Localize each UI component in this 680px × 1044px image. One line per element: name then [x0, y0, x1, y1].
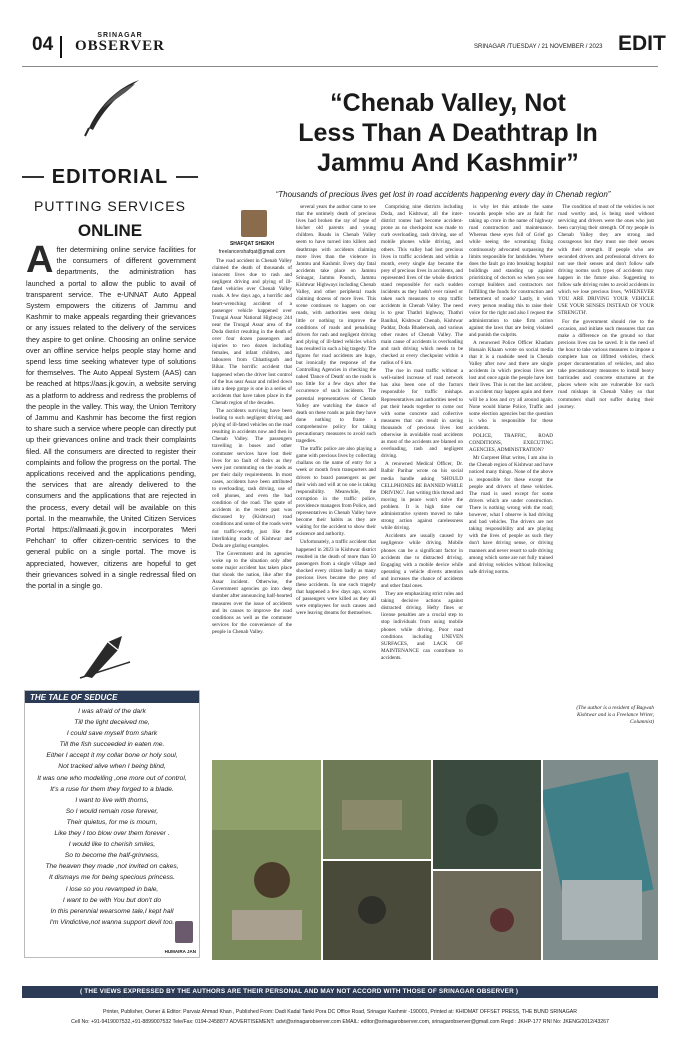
article-column-1	[212, 258, 292, 758]
article-paragraph: The traffic police are also playing a game with precious lives by collecting challans on the name of entry for a week or month from transporters and drivers to board passengers as per their wish and will at no one is taking responsibility. Meanwhile, the corruption in the traffic police, providence managers from Police, and representatives in Chenab Valley have become their habits as they are waiting for the accident to show their existence and authority.	[296, 446, 376, 538]
quill-pen-icon	[77, 78, 147, 138]
author-note: (The author is a resident of Bagwah Kishtwar and is a Freelance Writer, Columnist)	[576, 705, 654, 725]
article-paragraph: The rise in road traffic without a well-suited increase of road network has also been one of the factors responsible for traffic mishaps. Representatives and authorities need to put their heads together to come out with some concrete and collective measures that can result in saving thousands of precious lives lost otherwise in avoidable road accidents as most of the accidents are blamed on overloading, rash and negligent driving.	[381, 368, 463, 460]
article-paragraph: several years the author came to see that the untimely death of precious lives had broken the ray of hope of his/her old parents and young children. Roads in Chenab Valley seem to have turned into killers and deathtraps with accidents claiming more lives than the violence in Jammu and Kashmir. Every day fatal accidents take place on Jammu Srinagar, Jammu Poonch, Jammu Kishtwar Highways including Chenab Valley, and other peripheral roads claiming dozens of more lives. This scene continues to happen on our roads, with authorities seen doing little or nothing to improve the conditions of roads and penalising drivers for rash and negligent driving and plying of ill-fated vehicles which has resulted in such a big tragedy. The figures for road accidents are huge, but ironically the response of the Controlling Agencies in checking the naked 'Dance of Death' on the roads is too little for a few days after the occurrence of such incidents. The potential representatives of Chenab Valley are watching the dance of death on these roads as pain they have done nothing to frame a comprehensive policy for taking precautionary measures to avoid such tragedies.	[296, 204, 376, 445]
photo-collage-graphic	[212, 760, 658, 960]
headline-line: Jammu And Kashmir”	[317, 149, 579, 177]
fountain-pen-icon	[78, 632, 134, 680]
drop-cap: A	[26, 239, 54, 281]
poem-line: I would like to cherish smiles,	[68, 841, 156, 849]
author-photo	[241, 210, 267, 237]
article-paragraph: The road accident in Chenab Valley claimed the death of thousands of innocent lives due to rash and negligent driving and plying of ill-fated vehicles over Chenab Valley roads. A few days ago, a horrific and heart-wrenching accident of a passenger vehicle happened over Trungal Assar National Highway 244 near the Trungal Assar area of the Doda district resulting in the death of over four dozen passengers and injuries to two dozen including females, and infant children, and labourers from Chhattisgarh and Bihar. The horrific accident that happened when the driver lost control of the bus near Assar and rolled down into a deep gorge is one in a series of accidents that have taken place in the Chenab region of the decades.	[212, 258, 292, 406]
author-email[interactable]: freelancershafqat@gmail.com	[218, 249, 286, 255]
article-paragraph: is why let this attitude the same towards people who are at fault for taking up crore in the name of highway road construction and maintenance. Whereas these eyes full of Grief go while seeing the screaming fixing continuously advocated surpassing the limits responsible for landslides. Where does the fault go into breaking hospital buildings and standing up against prioritizing of doctors so when you see corrupt builders and contractors not fulfilling the funds for construction and betterment of roads? Lastly, it wish every person reading this to raise their voice for the right and also I request the administration to take firm action against the laws that are being violated and punish the culprits.	[469, 204, 553, 338]
editorial-subtitle: PUTTING SERVICES	[34, 198, 186, 214]
article-paragraph: The accidents surviving have been leading to such negligent driving and plying of ill-fated vehicles on the road resulting in accidents now and then in Chenab Valley. The passengers travelling in buses and other commuter services have lost their lives for no fault of theirs as they were just commuting on the roads as per their daily requirements. In most cases, accidents have been attributed to overloading, rash driving, use of cell phones, and even the bad condition of the road. The spate of accidents in the recent past was discussed by (Kishtwar) road conditions and some of the roads were not traffic-worthy, just like the interlinking roads of Kishtwar and Doda are glaring examples.	[212, 407, 292, 549]
masthead-top: SRINAGAR	[97, 32, 143, 39]
article-column-4	[469, 204, 553, 758]
disclaimer-banner: ( THE VIEWS EXPRESSED BY THE AUTHORS ARE THEIR PERSONAL AND MAY NOT ACCORD WITH THOSE OF SRINAGAR OBSERVER )	[22, 986, 658, 998]
poet-photo	[175, 921, 193, 943]
poem-line: It dismays me for being specious princess.	[48, 874, 175, 882]
article-paragraph: Mr Gurpreet Bhat writes, I am also in the Chenab region of Kishtwar and have noticed many things. None of the above is responsible for these except the people and drivers of these vehicles. The road is used except for some drivers which are under construction. There is nothing wrong with the road; however, what I observe is bad driving and bad vehicles. The drivers are not taking responsibility and are playing with the lives of people as such they don't have driving sense, or driving manners and never resort to safe driving among which some are not fully trained and driving vehicles without following safe driving norms.	[469, 455, 553, 575]
poem-line: Like they I too blow over them forever .	[54, 830, 170, 838]
imprint-line-2: Cell No: +91-9419007532,+91-8899007532 Tele/Fax: 0194-2458877 ADVERTISEMENT: advt@srinagarobserver.com EMAIL: editor@srinagarobserver.com, srinagarobserver@gmail.com Regd : JKHP-177 RNI No: JKENG/2012/43267	[71, 1019, 609, 1025]
poem-line: Their quietus, for me is mourn,	[66, 818, 158, 826]
poem-line: I'm Vindictive,not wanna support devil too.	[49, 918, 175, 926]
article-paragraph: POLICE, TRAFFIC, ROAD CONDITIONS, EXECUTING AGENCIES, ADMINISTRATION?	[469, 433, 553, 454]
editorial-heading: ONLINE	[77, 221, 143, 240]
editorial-column	[22, 78, 198, 638]
poem-line: I want to live with thorns,	[75, 796, 149, 804]
header-rule	[22, 66, 658, 67]
article-paragraph: The Government and its agencies woke up to the situation only after some major accident has taken place that shook the nation, like after the Assar incident. Otherwise, the Government agencies go into deep slumber after announcing half-hearted measures over the issue of accidents and its causes to improve the road conditions as well as the commuter services for the convenience of the people in Chenab Valley.	[212, 550, 292, 635]
poem-line: I was afraid of the dark	[78, 708, 146, 715]
poem-line: Till the fish succeeded in eaten me.	[59, 741, 165, 749]
article-headline	[238, 88, 658, 178]
article-column-3	[381, 204, 463, 758]
poem-line: The heaven they made ,not invited on cakes,	[45, 863, 179, 871]
poem-line: It was one who modelling ,one more out of control,	[37, 774, 187, 782]
imprint-line-1: Printer, Publisher, Owner & Editor: Parvaiz Ahmad Khan , Published From: Dadi Kadal Tanki Pora DC Office Road, Srinagar Kashmir -190001, Printed at: KHIDMAT OFFSET PRESS, THE BUND SRINAGAR	[103, 1009, 577, 1015]
article-column-5	[558, 204, 654, 702]
article-paragraph: They are emphasizing strict rules and taking decisive actions against distracted driving. Hefty fines or license penalties are a crucial step to stop individuals from using mobile phones while driving. Poor road conditions including UNEVEN SURFACES, and LACK OF MAINTENANCE can contribute to accidents.	[381, 591, 463, 661]
page-number: 04	[32, 34, 54, 55]
poem-line: Either I accept it my collar bone or holy soul,	[46, 752, 178, 760]
poem-title: THE TALE OF SEDUCE	[25, 691, 199, 703]
article-subhead: “Thousands of precious lives get lost in road accidents happening every day in Chenab region”	[275, 190, 611, 199]
poem-box	[24, 690, 200, 958]
article-column-2	[296, 204, 376, 758]
poem-line: Till the light deceived me,	[74, 719, 150, 727]
masthead-main: OBSERVER	[75, 38, 165, 54]
headline-line: “Chenab Valley, Not	[330, 89, 566, 117]
article-paragraph: Accidents are usually caused by negligence while driving. Mobile phones can be a significant factor in accidents due to distracted driving. Engaging with a mobile device while operating a vehicle diverts attention and increases the chance of accidents and other fatal ones.	[381, 533, 463, 589]
article-paragraph: Comprising nine districts including Doda, and Kishtwar, all the inter-district routes had become accident-prone as no checkpoint was made to curb overloading, rash driving, use of mobile phones while driving, and others. This valley had lost precious lives in traffic accidents and within a month, every single day became the prey of precious lives in accidents, and represented lives of the whole districts stand responsible for such sudden incidents as they hadn't ever raised or taken such measures to stop traffic accidents in Chenab Valley. The need is to gear Thathri highway, Thathri Banihal, Kishtwar Chenab, Kishtwar Paddar, Doda Bhaderwah, and various other routes of Chenab Valley. The main cause of accidents is overloading and rash driving which needs to be checked at every checkpoint within a radius of 6 km.	[381, 204, 463, 367]
article-paragraph: Unfortunately, a traffic accident that happened in 2023 in Kishtwar district resulted in the death of more than 50 passengers from a single village and shocked every citizen badly as many precious lives became the prey of these accidents. In one such tragedy that happened a few days ago, scores of passengers were killed as they all were employees for such causes and were leaving dreams for themselves.	[296, 539, 376, 617]
title-rule-right	[176, 176, 198, 178]
poem-line: I could save myself from shark	[66, 730, 158, 738]
page-header	[22, 30, 666, 64]
poem-line: Not tracked alive when I being blind,	[58, 763, 166, 771]
headline-line: Less Than A Deathtrap In	[298, 119, 598, 147]
editorial-text: fter determining online service facilities for the consumers of different government departments, the administration has launched a portal to allow the public to avail of transparent service. The e-UNNAT Auto Appeal System empowers the citizens of Jammu and Kashmir to make appeals regarding their grievances or any issues related to the delivery of the services they aspire to get online. Choosing an online service over an offline service helps people stay home and spend less time seeking whatever type of solutions for themselves. The Auto Appeal System (AAS) can be reached at https://aas.jk.gov.in, a website serving as a platform to address and redress the problems of the people in the valley. This way, the Union Territory of Jammu and Kashmir has become the first region to share such a service where people can directly put up their grievances online and track their complaints filed. All the consumers are directed to register their complaints and follow the progress on the portal. The applications received and the applications pending, the services that are already delivered to the consumers and the applications that are rejected in the process, every detail will be available on this portal. In the meanwhile, the United Citizen Services Portal https://allmaati.jk.gov.in incorporates 'Meri Pehchan' to offer citizen-centric services to the general public on a single portal. The move is appreciated, however, citizens are hopeful to get their grievances solved in a single redressal filed on the portal in a single go.	[26, 245, 196, 591]
article-paragraph: For the government should rise to the occasion, and initiate such measures that can make a difference on the ground so that precious lives can be saved. It is the need of the hour to take various measures to impose a complete ban on illfitted vehicles, check proper documentation of vehicles, and also take precautionary measures to install heavy barricades and concrete structures at the places where wits are vulnerable for such road mishaps in Chenab Valley so that commuters shall not suffer during their journey.	[558, 318, 654, 410]
poem-line: So I would remain rose forever,	[65, 807, 159, 815]
poem-line: I want to be with You but don't do	[62, 896, 162, 904]
author-name: SHAFQAT SHEIKH	[229, 241, 275, 247]
poem-line: So to become the half-grinness,	[64, 852, 160, 860]
editorial-label: EDITORIAL	[51, 166, 169, 188]
poem-line: I lose so you revamped in bale,	[65, 885, 159, 893]
accident-photo[interactable]	[212, 760, 658, 960]
poem-line: It's a ruse for them they forged to a blade.	[50, 785, 174, 793]
article-paragraph: A renowned Medical Officer, Dr. Balbir Parihar wrote on his social media handle asking 'SHOULD CELLPHONES BE BANNED WHILE DRIVING'. Just writing this thread and moving in peace won't solve the problem. It is high time our administrative system moved to take strong action against carelessness while driving.	[381, 461, 463, 532]
masthead[interactable]	[70, 32, 170, 54]
poem-line: In this perennial wearsome tale,I kept hall	[50, 907, 174, 915]
editorial-body	[26, 239, 196, 591]
section-label: EDIT	[618, 32, 666, 55]
poem-lines	[25, 703, 199, 928]
divider	[60, 36, 62, 58]
article-paragraph: The condition of most of the vehicles is not road worthy and, is being used without servicing and drivers were the ones who just been carrying their strength. Of my people in Chenab Valley they are strong and courageous but they must use their senses with their strength. If people who are seconded drivers and professional drivers do not use their senses and don't follow safe driving norms such types of accidents may happen in the future also. Suggesting to follow safe driving rules to avoid accidents in which we lose precious lives, 'WHENEVER YOU ARE DRIVING YOUR VEHICLE USE YOUR SENSES INSTEAD OF YOUR STRENGTH'.	[558, 204, 654, 317]
poet-name: HUMAIRA JAN	[164, 949, 196, 954]
dateline: SRINAGAR /TUESDAY / 21 NOVEMBER / 2023	[474, 44, 603, 50]
article-paragraph: A renowned Police Officer Khadam Hussain Khaam wrote on social media that it is a roadside need in Chenab Valley after now and there are single accidents in which precious lives are lost and once again the people have lost their lives. This is not the last accident, an accident may happen again and there will be a loss and cry all around again. None would blame Police, Traffic and some election agencies but the question is who is responsible for these accidents.	[469, 339, 553, 431]
